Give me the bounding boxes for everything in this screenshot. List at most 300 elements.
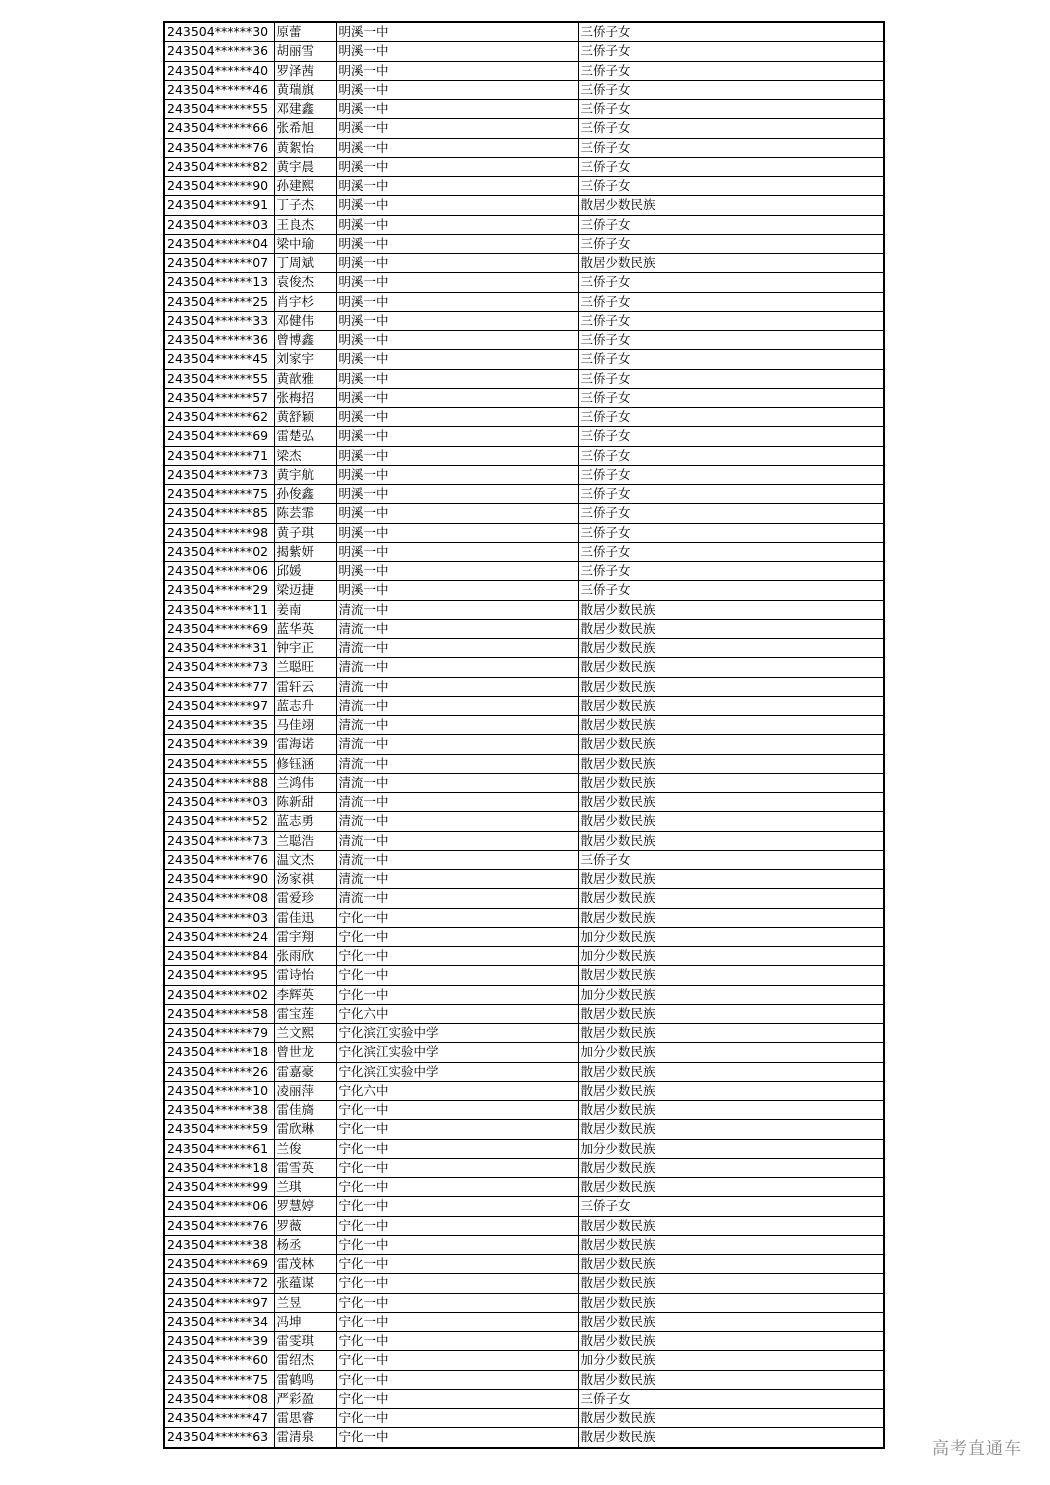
table-row: [164, 1120, 884, 1139]
category-cell: 三侨子女: [578, 465, 884, 484]
school-cell: 明溪一中: [336, 408, 578, 427]
category-cell: 散居少数民族: [578, 1004, 884, 1023]
student-name-cell: 雷思睿: [274, 1409, 336, 1428]
table-row: [164, 1332, 884, 1351]
school-cell: 宁化一中: [336, 1120, 578, 1139]
table-row: [164, 639, 884, 658]
category-cell: 三侨子女: [578, 850, 884, 869]
category-cell: 三侨子女: [578, 350, 884, 369]
student-name-cell: 兰俊: [274, 1139, 336, 1158]
table-row: [164, 42, 884, 61]
exam-id-cell: 243504******11: [164, 600, 274, 619]
school-cell: 明溪一中: [336, 273, 578, 292]
student-name-cell: 张梅招: [274, 388, 336, 407]
exam-id-cell: 243504******07: [164, 254, 274, 273]
table-row: [164, 1024, 884, 1043]
category-cell: 三侨子女: [578, 427, 884, 446]
table-row: [164, 1139, 884, 1158]
school-cell: 明溪一中: [336, 504, 578, 523]
category-cell: 三侨子女: [578, 177, 884, 196]
exam-id-cell: 243504******04: [164, 234, 274, 253]
student-name-cell: 李辉英: [274, 985, 336, 1004]
table-row: [164, 1101, 884, 1120]
category-cell: 散居少数民族: [578, 870, 884, 889]
category-cell: 散居少数民族: [578, 1120, 884, 1139]
category-cell: 散居少数民族: [578, 1370, 884, 1389]
category-cell: 散居少数民族: [578, 1024, 884, 1043]
exam-id-cell: 243504******76: [164, 850, 274, 869]
school-cell: 清流一中: [336, 735, 578, 754]
category-cell: 散居少数民族: [578, 1178, 884, 1197]
school-cell: 宁化一中: [336, 1197, 578, 1216]
exam-id-cell: 243504******75: [164, 1370, 274, 1389]
category-cell: 散居少数民族: [578, 196, 884, 215]
school-cell: 宁化一中: [336, 1332, 578, 1351]
school-cell: 清流一中: [336, 773, 578, 792]
school-cell: 宁化一中: [336, 1216, 578, 1235]
student-name-cell: 罗泽茜: [274, 61, 336, 80]
table-row: [164, 1197, 884, 1216]
student-name-cell: 袁俊杰: [274, 273, 336, 292]
student-name-cell: 黄舒颖: [274, 408, 336, 427]
table-row: [164, 1081, 884, 1100]
exam-id-cell: 243504******25: [164, 292, 274, 311]
exam-id-cell: 243504******84: [164, 947, 274, 966]
category-cell: 散居少数民族: [578, 1332, 884, 1351]
exam-id-cell: 243504******35: [164, 716, 274, 735]
table-row: [164, 408, 884, 427]
table-row: [164, 1235, 884, 1254]
exam-id-cell: 243504******60: [164, 1351, 274, 1370]
school-cell: 明溪一中: [336, 427, 578, 446]
school-cell: 宁化一中: [336, 947, 578, 966]
table-row: [164, 812, 884, 831]
exam-id-cell: 243504******08: [164, 889, 274, 908]
category-cell: 散居少数民族: [578, 754, 884, 773]
school-cell: 宁化六中: [336, 1081, 578, 1100]
table-row: [164, 1293, 884, 1312]
student-name-cell: 雷嘉豪: [274, 1062, 336, 1081]
student-name-cell: 雷爱珍: [274, 889, 336, 908]
exam-id-cell: 243504******98: [164, 523, 274, 542]
table-row: [164, 831, 884, 850]
category-cell: 散居少数民族: [578, 658, 884, 677]
category-cell: 散居少数民族: [578, 600, 884, 619]
table-row: [164, 850, 884, 869]
table-row: [164, 446, 884, 465]
table-row: [164, 465, 884, 484]
school-cell: 宁化一中: [336, 1389, 578, 1408]
exam-id-cell: 243504******62: [164, 408, 274, 427]
school-cell: 宁化一中: [336, 1101, 578, 1120]
table-row: [164, 1158, 884, 1177]
student-name-cell: 雷绍杰: [274, 1351, 336, 1370]
school-cell: 明溪一中: [336, 119, 578, 138]
exam-id-cell: 243504******55: [164, 369, 274, 388]
school-cell: 宁化一中: [336, 1255, 578, 1274]
student-name-cell: 兰聪浩: [274, 831, 336, 850]
exam-id-cell: 243504******66: [164, 119, 274, 138]
exam-id-cell: 243504******55: [164, 100, 274, 119]
school-cell: 宁化一中: [336, 1351, 578, 1370]
category-cell: 散居少数民族: [578, 1255, 884, 1274]
category-cell: 三侨子女: [578, 292, 884, 311]
exam-id-cell: 243504******46: [164, 80, 274, 99]
school-cell: 清流一中: [336, 870, 578, 889]
category-cell: 散居少数民族: [578, 639, 884, 658]
table-row: [164, 119, 884, 138]
student-name-cell: 杨丞: [274, 1235, 336, 1254]
category-cell: 散居少数民族: [578, 254, 884, 273]
category-cell: 散居少数民族: [578, 908, 884, 927]
school-cell: 宁化一中: [336, 1293, 578, 1312]
student-name-cell: 黄子琪: [274, 523, 336, 542]
school-cell: 宁化一中: [336, 1158, 578, 1177]
exam-id-cell: 243504******90: [164, 177, 274, 196]
student-list-table: [163, 21, 885, 1449]
school-cell: 明溪一中: [336, 542, 578, 561]
school-cell: 明溪一中: [336, 42, 578, 61]
school-cell: 清流一中: [336, 812, 578, 831]
student-name-cell: 蓝志勇: [274, 812, 336, 831]
table-row: [164, 427, 884, 446]
table-row: [164, 1178, 884, 1197]
student-name-cell: 原蕾: [274, 22, 336, 42]
exam-id-cell: 243504******38: [164, 1101, 274, 1120]
category-cell: 散居少数民族: [578, 619, 884, 638]
exam-id-cell: 243504******57: [164, 388, 274, 407]
category-cell: 加分少数民族: [578, 1043, 884, 1062]
exam-id-cell: 243504******02: [164, 985, 274, 1004]
table-row: [164, 1216, 884, 1235]
student-name-cell: 蓝华英: [274, 619, 336, 638]
table-row: [164, 870, 884, 889]
exam-id-cell: 243504******97: [164, 696, 274, 715]
school-cell: 明溪一中: [336, 446, 578, 465]
exam-id-cell: 243504******58: [164, 1004, 274, 1023]
category-cell: 三侨子女: [578, 119, 884, 138]
student-name-cell: 兰鸿伟: [274, 773, 336, 792]
school-cell: 宁化一中: [336, 966, 578, 985]
school-cell: 清流一中: [336, 696, 578, 715]
exam-id-cell: 243504******10: [164, 1081, 274, 1100]
student-name-cell: 罗薇: [274, 1216, 336, 1235]
student-name-cell: 孙建熙: [274, 177, 336, 196]
table-row: [164, 754, 884, 773]
category-cell: 散居少数民族: [578, 1274, 884, 1293]
student-name-cell: 蓝志升: [274, 696, 336, 715]
student-name-cell: 丁周斌: [274, 254, 336, 273]
student-name-cell: 姜南: [274, 600, 336, 619]
school-cell: 明溪一中: [336, 177, 578, 196]
student-name-cell: 兰聪旺: [274, 658, 336, 677]
school-cell: 宁化一中: [336, 927, 578, 946]
category-cell: 三侨子女: [578, 100, 884, 119]
table-row: [164, 1409, 884, 1428]
student-name-cell: 马佳翊: [274, 716, 336, 735]
school-cell: 清流一中: [336, 658, 578, 677]
exam-id-cell: 243504******85: [164, 504, 274, 523]
school-cell: 清流一中: [336, 831, 578, 850]
exam-id-cell: 243504******31: [164, 639, 274, 658]
category-cell: 散居少数民族: [578, 812, 884, 831]
category-cell: 散居少数民族: [578, 1428, 884, 1448]
exam-id-cell: 243504******47: [164, 1409, 274, 1428]
student-name-cell: 陈芸霏: [274, 504, 336, 523]
exam-id-cell: 243504******18: [164, 1043, 274, 1062]
exam-id-cell: 243504******69: [164, 1255, 274, 1274]
exam-id-cell: 243504******73: [164, 658, 274, 677]
school-cell: 明溪一中: [336, 157, 578, 176]
table-row: [164, 735, 884, 754]
table-row: [164, 234, 884, 253]
student-name-cell: 雷轩云: [274, 677, 336, 696]
table-row: [164, 542, 884, 561]
student-name-cell: 丁子杰: [274, 196, 336, 215]
category-cell: 三侨子女: [578, 311, 884, 330]
category-cell: 加分少数民族: [578, 1351, 884, 1370]
school-cell: 明溪一中: [336, 196, 578, 215]
table-row: [164, 1389, 884, 1408]
category-cell: 散居少数民族: [578, 1101, 884, 1120]
exam-id-cell: 243504******59: [164, 1120, 274, 1139]
category-cell: 三侨子女: [578, 61, 884, 80]
exam-id-cell: 243504******76: [164, 1216, 274, 1235]
category-cell: 散居少数民族: [578, 1235, 884, 1254]
exam-id-cell: 243504******52: [164, 812, 274, 831]
category-cell: 三侨子女: [578, 42, 884, 61]
exam-id-cell: 243504******06: [164, 1197, 274, 1216]
student-name-cell: 张希旭: [274, 119, 336, 138]
exam-id-cell: 243504******03: [164, 215, 274, 234]
school-cell: 宁化一中: [336, 1428, 578, 1448]
exam-id-cell: 243504******77: [164, 677, 274, 696]
exam-id-cell: 243504******36: [164, 331, 274, 350]
exam-id-cell: 243504******29: [164, 581, 274, 600]
student-name-cell: 严彩盈: [274, 1389, 336, 1408]
student-name-cell: 雷佳旖: [274, 1101, 336, 1120]
exam-id-cell: 243504******18: [164, 1158, 274, 1177]
exam-id-cell: 243504******30: [164, 22, 274, 42]
exam-id-cell: 243504******69: [164, 619, 274, 638]
table-row: [164, 696, 884, 715]
table-row: [164, 1004, 884, 1023]
school-cell: 清流一中: [336, 716, 578, 735]
category-cell: 散居少数民族: [578, 831, 884, 850]
table-row: [164, 927, 884, 946]
exam-id-cell: 243504******97: [164, 1293, 274, 1312]
exam-id-cell: 243504******39: [164, 1332, 274, 1351]
category-cell: 加分少数民族: [578, 927, 884, 946]
student-name-cell: 肖宇杉: [274, 292, 336, 311]
exam-id-cell: 243504******95: [164, 966, 274, 985]
category-cell: 三侨子女: [578, 446, 884, 465]
table-row: [164, 716, 884, 735]
category-cell: 散居少数民族: [578, 1081, 884, 1100]
school-cell: 明溪一中: [336, 331, 578, 350]
student-name-cell: 凌丽萍: [274, 1081, 336, 1100]
category-cell: 散居少数民族: [578, 889, 884, 908]
student-name-cell: 张蕴谋: [274, 1274, 336, 1293]
school-cell: 宁化一中: [336, 1409, 578, 1428]
student-name-cell: 雷鹤鸣: [274, 1370, 336, 1389]
school-cell: 明溪一中: [336, 61, 578, 80]
school-cell: 明溪一中: [336, 350, 578, 369]
table-row: [164, 215, 884, 234]
school-cell: 宁化一中: [336, 985, 578, 1004]
exam-id-cell: 243504******69: [164, 427, 274, 446]
category-cell: 三侨子女: [578, 523, 884, 542]
school-cell: 清流一中: [336, 793, 578, 812]
school-cell: 宁化一中: [336, 1370, 578, 1389]
category-cell: 三侨子女: [578, 542, 884, 561]
student-name-cell: 黄歆雅: [274, 369, 336, 388]
student-name-cell: 雷宝莲: [274, 1004, 336, 1023]
table-row: [164, 600, 884, 619]
table-row: [164, 350, 884, 369]
category-cell: 散居少数民族: [578, 677, 884, 696]
table-row: [164, 1274, 884, 1293]
category-cell: 三侨子女: [578, 22, 884, 42]
school-cell: 明溪一中: [336, 369, 578, 388]
school-cell: 宁化一中: [336, 1178, 578, 1197]
student-name-cell: 汤家祺: [274, 870, 336, 889]
table-row: [164, 581, 884, 600]
table-row: [164, 1428, 884, 1448]
exam-id-cell: 243504******72: [164, 1274, 274, 1293]
table-row: [164, 485, 884, 504]
category-cell: 三侨子女: [578, 80, 884, 99]
exam-id-cell: 243504******82: [164, 157, 274, 176]
student-name-cell: 陈新甜: [274, 793, 336, 812]
student-name-cell: 温文杰: [274, 850, 336, 869]
table-row: [164, 22, 884, 42]
category-cell: 三侨子女: [578, 273, 884, 292]
category-cell: 散居少数民族: [578, 696, 884, 715]
table-row: [164, 292, 884, 311]
school-cell: 宁化一中: [336, 1312, 578, 1331]
table-row: [164, 157, 884, 176]
exam-id-cell: 243504******99: [164, 1178, 274, 1197]
school-cell: 清流一中: [336, 677, 578, 696]
student-name-cell: 黄瑞旗: [274, 80, 336, 99]
student-name-cell: 黄宇航: [274, 465, 336, 484]
table-row: [164, 1351, 884, 1370]
school-cell: 明溪一中: [336, 292, 578, 311]
school-cell: 明溪一中: [336, 485, 578, 504]
student-name-cell: 雷诗怡: [274, 966, 336, 985]
student-name-cell: 张雨欣: [274, 947, 336, 966]
table-row: [164, 100, 884, 119]
student-name-cell: 邓建鑫: [274, 100, 336, 119]
student-name-cell: 雷楚弘: [274, 427, 336, 446]
category-cell: 散居少数民族: [578, 1216, 884, 1235]
student-name-cell: 修钰涵: [274, 754, 336, 773]
table-row: [164, 889, 884, 908]
category-cell: 三侨子女: [578, 369, 884, 388]
school-cell: 清流一中: [336, 754, 578, 773]
school-cell: 宁化一中: [336, 1235, 578, 1254]
student-name-cell: 雷佳迅: [274, 908, 336, 927]
student-name-cell: 揭紫妍: [274, 542, 336, 561]
table-row: [164, 331, 884, 350]
category-cell: 散居少数民族: [578, 773, 884, 792]
exam-id-cell: 243504******03: [164, 908, 274, 927]
table-row: [164, 947, 884, 966]
watermark-text: 高考直通车: [932, 1439, 1022, 1459]
student-name-cell: 胡丽雪: [274, 42, 336, 61]
table-row: [164, 523, 884, 542]
student-name-cell: 兰昱: [274, 1293, 336, 1312]
category-cell: 散居少数民族: [578, 966, 884, 985]
school-cell: 明溪一中: [336, 138, 578, 157]
table-row: [164, 138, 884, 157]
table-row: [164, 196, 884, 215]
student-name-cell: 雷海诺: [274, 735, 336, 754]
exam-id-cell: 243504******06: [164, 562, 274, 581]
table-row: [164, 369, 884, 388]
category-cell: 散居少数民族: [578, 716, 884, 735]
student-name-cell: 王良杰: [274, 215, 336, 234]
school-cell: 宁化六中: [336, 1004, 578, 1023]
school-cell: 清流一中: [336, 639, 578, 658]
exam-id-cell: 243504******73: [164, 465, 274, 484]
school-cell: 明溪一中: [336, 465, 578, 484]
category-cell: 加分少数民族: [578, 947, 884, 966]
student-name-cell: 邱媛: [274, 562, 336, 581]
table-row: [164, 1043, 884, 1062]
exam-id-cell: 243504******34: [164, 1312, 274, 1331]
student-name-cell: 雷雪英: [274, 1158, 336, 1177]
exam-id-cell: 243504******38: [164, 1235, 274, 1254]
student-name-cell: 曾世龙: [274, 1043, 336, 1062]
student-name-cell: 冯坤: [274, 1312, 336, 1331]
category-cell: 三侨子女: [578, 1389, 884, 1408]
exam-id-cell: 243504******76: [164, 138, 274, 157]
student-name-cell: 黄絮怡: [274, 138, 336, 157]
school-cell: 明溪一中: [336, 254, 578, 273]
school-cell: 明溪一中: [336, 234, 578, 253]
student-name-cell: 刘家宇: [274, 350, 336, 369]
category-cell: 加分少数民族: [578, 985, 884, 1004]
school-cell: 明溪一中: [336, 523, 578, 542]
category-cell: 三侨子女: [578, 234, 884, 253]
student-name-cell: 黄宇晨: [274, 157, 336, 176]
exam-id-cell: 243504******45: [164, 350, 274, 369]
table-row: [164, 1370, 884, 1389]
school-cell: 明溪一中: [336, 100, 578, 119]
table-row: [164, 388, 884, 407]
category-cell: 散居少数民族: [578, 735, 884, 754]
exam-id-cell: 243504******03: [164, 793, 274, 812]
exam-id-cell: 243504******73: [164, 831, 274, 850]
school-cell: 清流一中: [336, 619, 578, 638]
exam-id-cell: 243504******40: [164, 61, 274, 80]
table-row: [164, 80, 884, 99]
student-name-cell: 雷茂林: [274, 1255, 336, 1274]
school-cell: 明溪一中: [336, 80, 578, 99]
category-cell: 三侨子女: [578, 215, 884, 234]
school-cell: 宁化一中: [336, 908, 578, 927]
exam-id-cell: 243504******90: [164, 870, 274, 889]
student-name-cell: 兰文熙: [274, 1024, 336, 1043]
category-cell: 散居少数民族: [578, 1158, 884, 1177]
student-name-cell: 孙俊鑫: [274, 485, 336, 504]
category-cell: 散居少数民族: [578, 1409, 884, 1428]
exam-id-cell: 243504******36: [164, 42, 274, 61]
exam-id-cell: 243504******33: [164, 311, 274, 330]
exam-id-cell: 243504******26: [164, 1062, 274, 1081]
